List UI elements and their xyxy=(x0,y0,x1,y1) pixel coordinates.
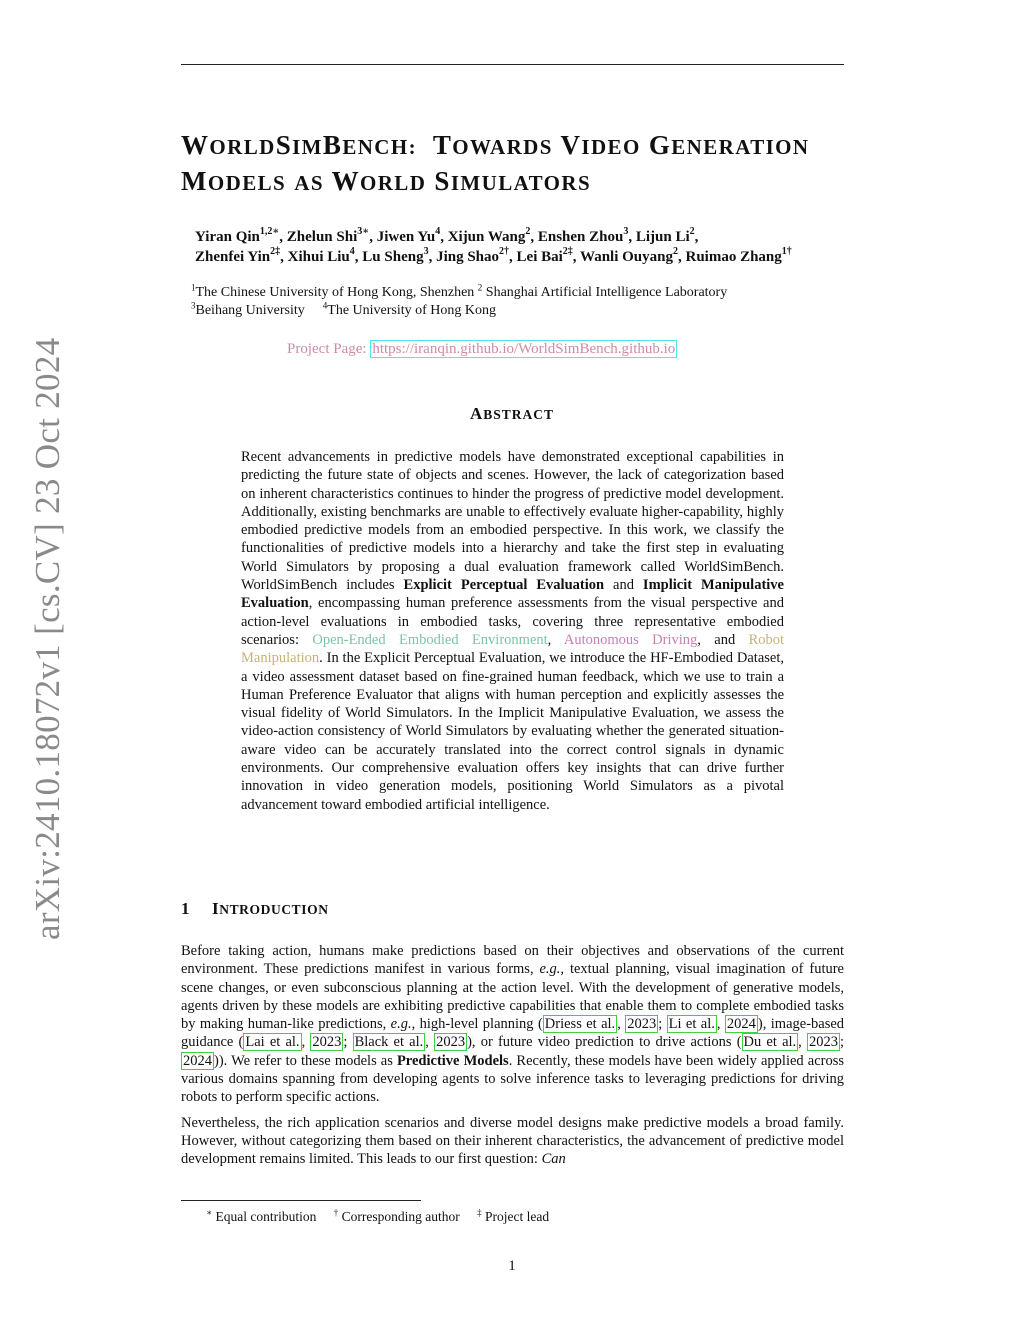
author-line-1 xyxy=(195,227,875,247)
citation-link[interactable]: Driess et al. xyxy=(544,1016,616,1033)
scenario-open-ended: Open-Ended Embodied Environment xyxy=(312,631,548,648)
author: Lu Sheng$^3$, xyxy=(362,246,437,265)
author-line-2 xyxy=(195,247,875,267)
author: Jing Shao$^{2\dagger}$, xyxy=(436,246,517,265)
footnote-corresponding-author: † Corresponding author xyxy=(333,1207,460,1224)
citation-link[interactable]: 2024 xyxy=(726,1016,756,1033)
project-page xyxy=(287,339,677,359)
citation-link[interactable]: 2023 xyxy=(312,1034,342,1051)
intro-paragraph-2: Nevertheless, the rich application scenarios and diverse model designs make predictive models a broad family. However, without categorizing them based on their inherent characteristics, the advancement of predictive model development remains limited. This leads to our first question: Can xyxy=(181,1114,844,1168)
author: Wanli Ouyang$^2$, xyxy=(580,246,686,265)
title-word: TOWARDS xyxy=(432,130,553,160)
footnotes xyxy=(206,1207,563,1225)
arxiv-identifier: arXiv:2410.18072v1 [cs.CV] 23 Oct 2024 xyxy=(28,337,67,940)
section-heading-introduction: 1 INTRODUCTION xyxy=(181,899,329,918)
footnote-project-lead: ‡ Project lead xyxy=(477,1207,550,1224)
title-word: SIMULATORS xyxy=(434,166,592,196)
scenario-robot-manipulation: Robot Manipulation xyxy=(241,631,785,667)
title-word: GENERATION xyxy=(648,130,810,160)
author: Lijun Li$^2$, xyxy=(635,226,699,245)
author: Jiwen Yu$^4$, xyxy=(376,226,448,245)
emphasis-explicit: Explicit Perceptual Evaluation xyxy=(403,577,605,594)
title-word: AS xyxy=(294,171,324,195)
page-number: 1 xyxy=(508,1258,516,1274)
citation-link[interactable]: Du et al. xyxy=(743,1034,797,1051)
citation-link[interactable]: 2023 xyxy=(808,1034,838,1051)
citation-link[interactable]: Li et al. xyxy=(668,1016,715,1033)
abstract-heading: ABSTRACT xyxy=(469,404,555,423)
author: Zhelun Shi$^{3∗}$, xyxy=(286,226,377,245)
affiliation-line-2: $^3$Beihang University $^4$The University of Hong Kong xyxy=(191,300,497,318)
citation-link[interactable]: Black et al. xyxy=(354,1034,424,1051)
author-list xyxy=(195,227,875,267)
author: Zhenfei Yin$^{2\ddagger}$, xyxy=(195,246,288,265)
title-word: MODELS xyxy=(181,166,287,196)
citation-link[interactable]: 2023 xyxy=(627,1016,657,1033)
header-rule xyxy=(181,64,844,65)
author: Xijun Wang$^2$, xyxy=(447,226,538,245)
emphasis-predictive-models: Predictive Models xyxy=(396,1052,509,1069)
author: Enshen Zhou$^3$, xyxy=(537,226,636,245)
title-word: WORLD xyxy=(331,166,427,196)
footnote-rule xyxy=(181,1200,421,1201)
abstract-body: Recent advancements in predictive models have demonstrated exceptional capabilities in predicting the future state of objects and scenes. However, the lack of categorization based on inherent characteristics continues to hinder the progress of predictive model development. Additionally, existing benchmarks are unable to effectively evaluate higher-capability, highly embodied predictive models from an embodied perspective. In this work, we classify the functionalities of predictive models into a hierarchy and take the first step in evaluating World Simulators by proposing a dual evaluation framework called WorldSimBench. WorldSimBench includes Explicit Perceptual Evaluation and Implicit Manipulative Evaluation, encompassing human preference assessments from the visual perspective and action-level evaluations in embodied tasks, covering three representative embodied scenarios: Open-Ended Embodied Environment, Autonomous Driving, and Robot Manipulation. In the Explicit Perceptual Evaluation, we introduce the HF-Embodied Dataset, a video assessment dataset based on fine-grained human feedback, which we use to train a Human Preference Evaluator that aligns with human perception and explicitly assesses the visual fidelity of World Simulators. In the Implicit Manipulative Evaluation, we assess the video-action consistency of World Simulators by evaluating whether the generated situation-aware video can be accurately translated into the correct control signals in dynamic environments. Our comprehensive evaluation offers key insights that can drive further innovation in video generation models, positioning World Simulators as a pivotal advancement toward embodied artificial intelligence. xyxy=(241,449,785,813)
affiliations xyxy=(191,284,851,320)
title-line-2 xyxy=(181,164,861,200)
citation-link[interactable]: 2024 xyxy=(183,1052,212,1069)
author: Yiran Qin$^{1,2∗}$, xyxy=(195,226,287,245)
title-line-1 xyxy=(181,128,861,164)
project-page-link[interactable]: https://iranqin.github.io/WorldSimBench.github.io xyxy=(372,341,676,357)
affiliation-line-1: $^1$The Chinese University of Hong Kong, Shenzhen $^2$ Shanghai Artificial Intelligence Laboratory xyxy=(191,282,728,300)
citation-link[interactable]: Lai et al. xyxy=(245,1034,300,1051)
author: Ruimao Zhang$^{1\dagger}$ xyxy=(685,246,792,265)
title-word: WORLDSIMBENCH: xyxy=(181,130,417,160)
emphasis-implicit: Implicit Manipulative Evaluation xyxy=(241,577,784,612)
title-word: VIDEO xyxy=(560,130,641,160)
scenario-autonomous-driving: Autonomous Driving xyxy=(563,631,698,648)
footnote-equal-contribution: ∗ Equal contribution xyxy=(206,1207,317,1224)
author: Lei Bai$^{2\ddagger}$, xyxy=(516,246,581,265)
intro-paragraph-1: Before taking action, humans make predictions based on their objectives and observations of the current environment. These predictions manifest in various forms, e.g., textual planning, visual imagination of future scene changes, or even subconscious planning at the action level. With the development of generative models, agents driven by these models are exhibiting predictive capabilities that enable them to complete embodied tasks by making human-like predictions, e.g., high-level planning ( Driess et al. , 2023 ; Li et al. , 2024 ), image-based guidance ( Lai et al. , 2023 ; Black et al. , 2023 ), or future video prediction to drive actions ( Du et al. , 2023 ; 2024 )). We refer to these models as Predictive Models. Recently, these models have been widely applied across various domains spanning from developing agents to solve inference tasks to leveraging predictions for driving robots to perform specific actions. xyxy=(181,943,845,1106)
author: Xihui Liu$^4$, xyxy=(287,246,363,265)
project-page-label: Project Page: xyxy=(287,341,367,357)
citation-link[interactable]: 2023 xyxy=(436,1034,466,1051)
paper-title xyxy=(181,128,861,200)
introduction-body xyxy=(181,942,844,1176)
